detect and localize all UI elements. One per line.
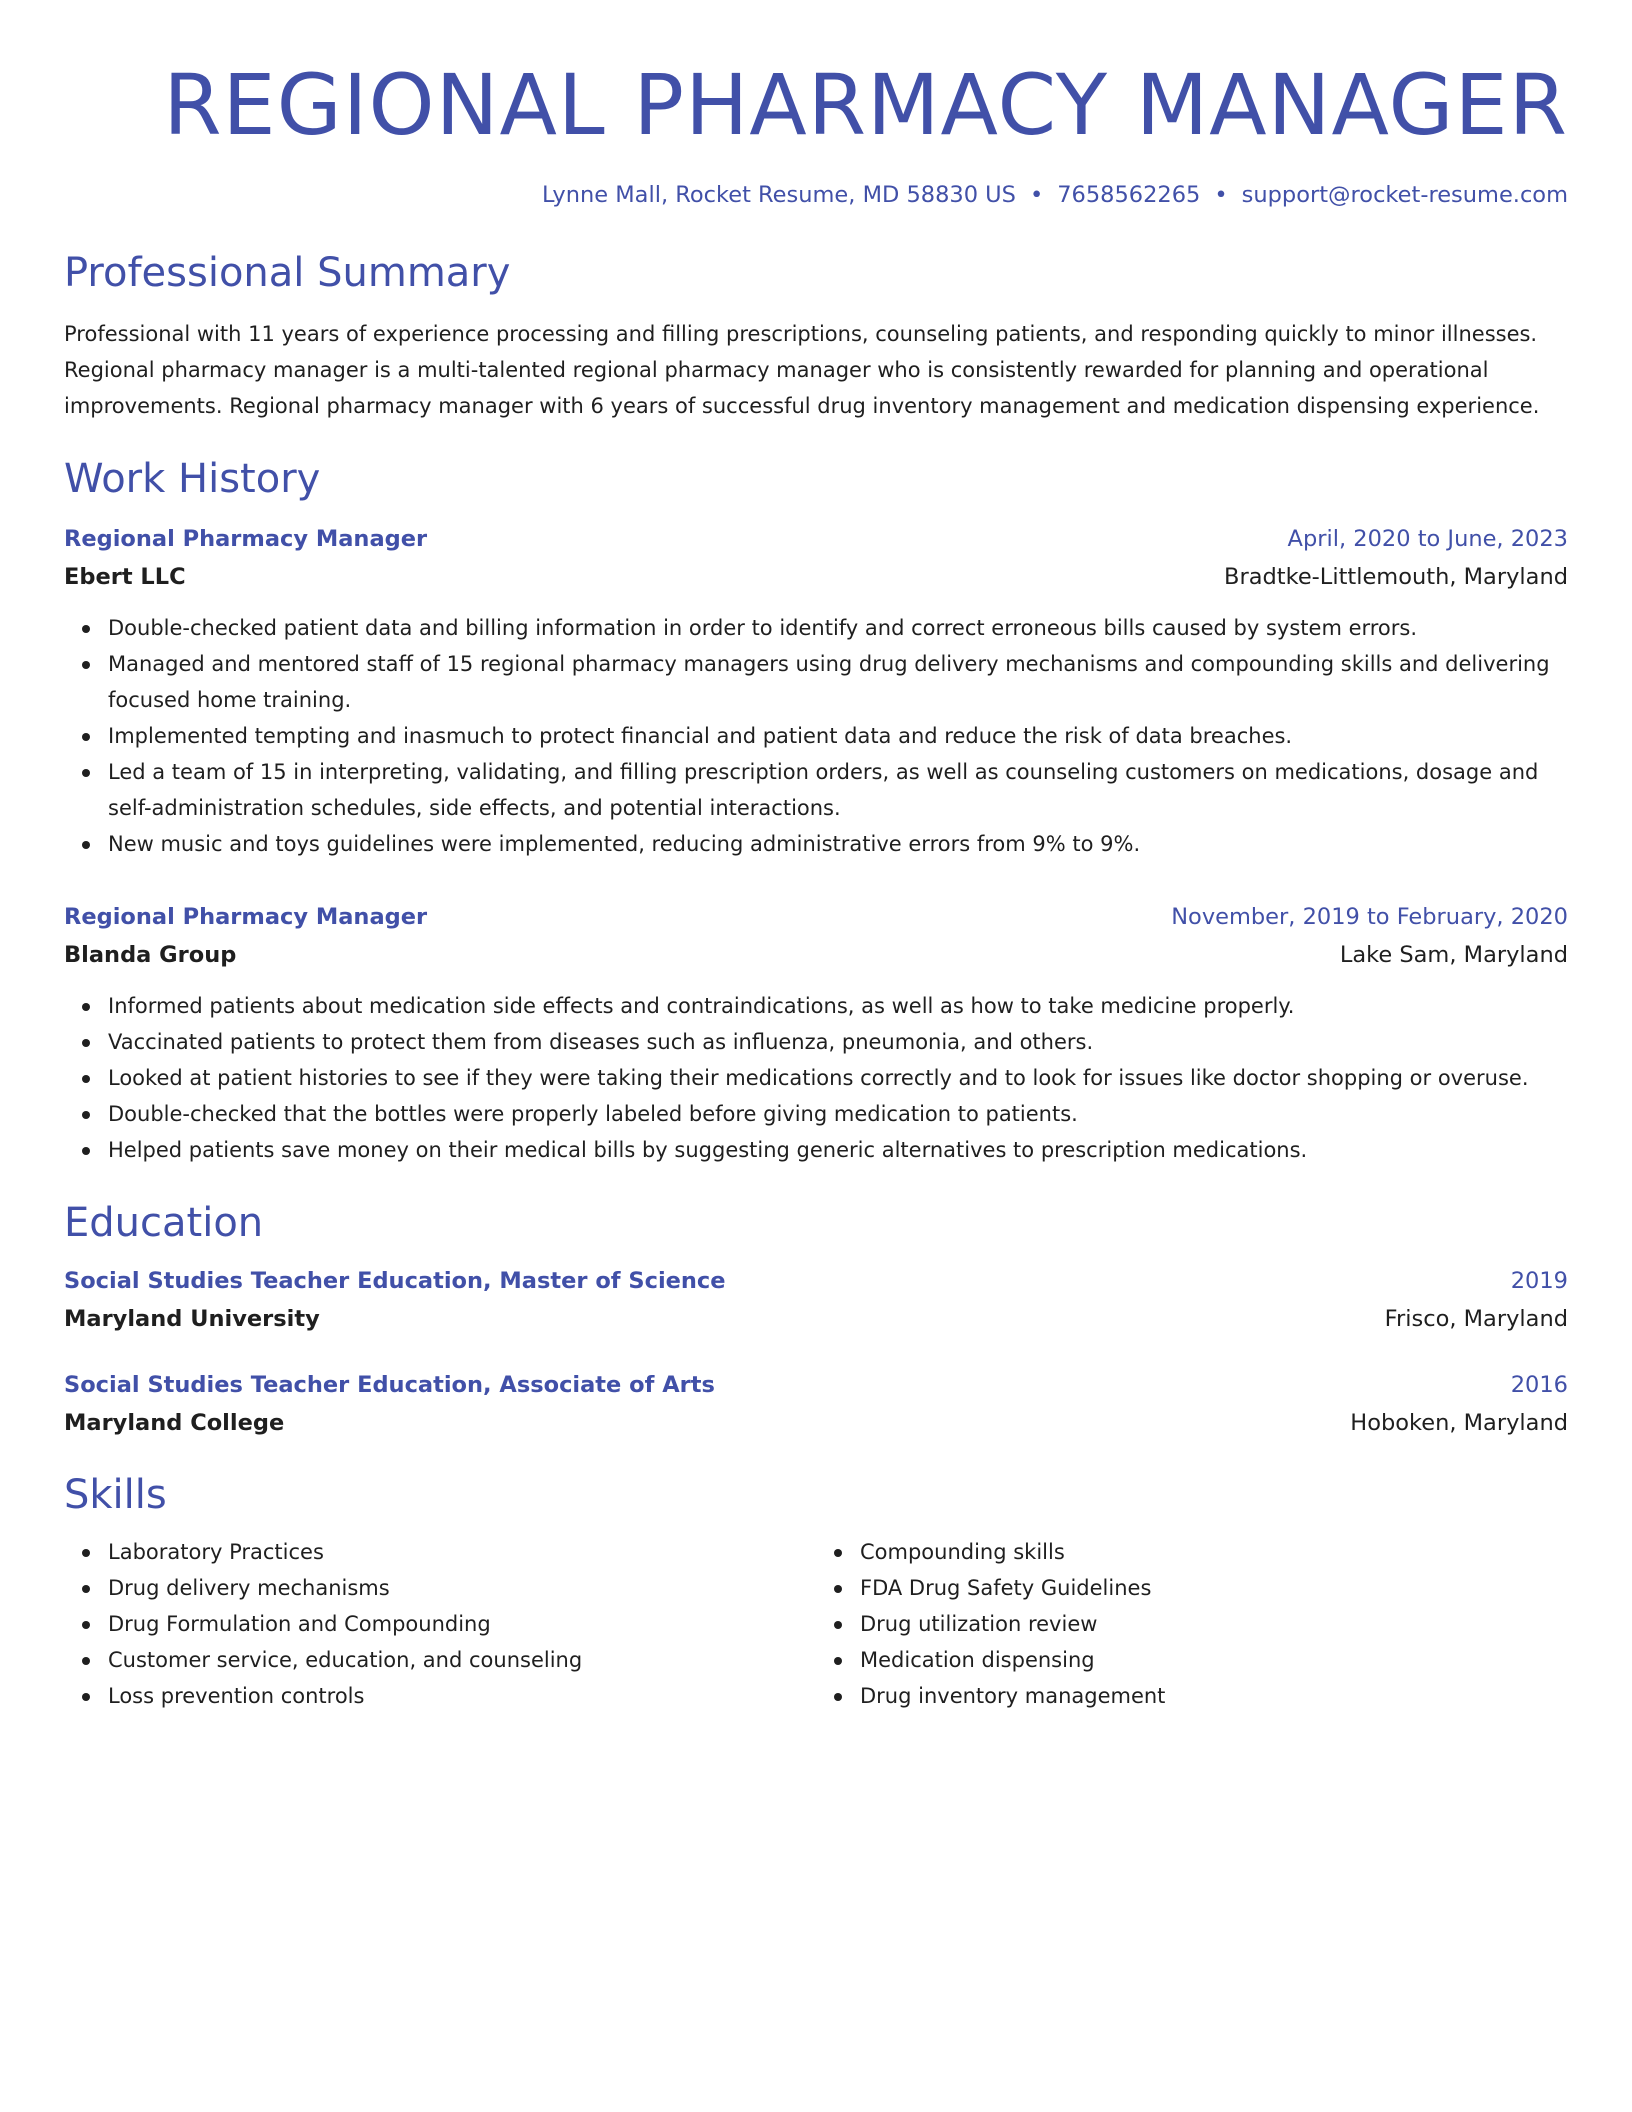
education-header-row [64,1366,1568,1404]
contact-line [64,182,1568,208]
work-history-heading: Work History [64,456,321,502]
job-company-row [64,558,1568,596]
list-item: Double-checked patient data and billing information in order to identify and correct erroneous bills caused by system errors. [108,610,1568,646]
summary-heading: Professional Summary [64,250,511,296]
job-entry [64,898,1568,1168]
job-header-row [64,520,1568,558]
education-school-row [64,1404,1568,1442]
list-item: Drug utilization review [860,1606,1568,1642]
list-item: Led a team of 15 in interpreting, validating, and filling prescription orders, as well as counseling customers on medications, dosage and self-administration schedules, side effects, and potential interactions. [108,754,1568,826]
skills-list [816,1534,1568,1714]
skills-column-left [64,1534,816,1714]
education-school-row [64,1300,1568,1338]
contact-separator: • [1214,182,1228,208]
contact-separator: • [1029,182,1044,208]
education-year: 2019 [1510,1268,1568,1294]
list-item: Customer service, education, and counseling [108,1642,816,1678]
list-item: Drug delivery mechanisms [108,1570,816,1606]
job-company: Ebert LLC [64,564,186,590]
list-item: Informed patients about medication side effects and contraindications, as well as how to take medicine properly. [108,988,1568,1024]
education-location: Frisco, Maryland [1384,1306,1568,1332]
list-item: New music and toys guidelines were implemented, reducing administrative errors from 9% to 9%. [108,826,1568,862]
contact-phone: 7658562265 [1057,182,1201,208]
skills-list [64,1534,816,1714]
job-dates: April, 2020 to June, 2023 [1287,526,1568,552]
contact-email: support@rocket-resume.com [1241,182,1568,208]
education-year: 2016 [1510,1372,1568,1398]
list-item: Drug Formulation and Compounding [108,1606,816,1642]
list-item: Loss prevention controls [108,1678,816,1714]
list-item: Vaccinated patients to protect them from diseases such as influenza, pneumonia, and others. [108,1024,1568,1060]
education-entry [64,1262,1568,1338]
list-item: Helped patients save money on their medical bills by suggesting generic alternatives to prescription medications. [108,1132,1568,1168]
job-company: Blanda Group [64,942,237,968]
contact-address: Lynne Mall, Rocket Resume, MD 58830 US [541,182,1016,208]
job-title: Regional Pharmacy Manager [64,526,428,552]
education-degree: Social Studies Teacher Education, Master of Science [64,1268,726,1294]
list-item: Managed and mentored staff of 15 regional pharmacy managers using drug delivery mechanisms and compounding skills and delivering focused home training. [108,646,1568,718]
list-item: Medication dispensing [860,1642,1568,1678]
job-bullets [64,988,1568,1168]
list-item: Laboratory Practices [108,1534,816,1570]
job-title: Regional Pharmacy Manager [64,904,428,930]
job-company-row [64,936,1568,974]
candidate-name: REGIONAL PHARMACY MANAGER [163,56,1568,154]
job-entry [64,520,1568,862]
education-heading: Education [64,1200,264,1246]
list-item: FDA Drug Safety Guidelines [860,1570,1568,1606]
education-degree: Social Studies Teacher Education, Associate of Arts [64,1372,715,1398]
job-header-row [64,898,1568,936]
skills-heading: Skills [64,1472,167,1518]
list-item: Drug inventory management [860,1678,1568,1714]
job-dates: November, 2019 to February, 2020 [1171,904,1568,930]
job-location: Bradtke-Littlemouth, Maryland [1224,564,1568,590]
education-school: Maryland College [64,1410,285,1436]
skills-columns [64,1534,1568,1714]
education-location: Hoboken, Maryland [1350,1410,1568,1436]
skills-column-right [816,1534,1568,1714]
education-entry [64,1366,1568,1442]
education-school: Maryland University [64,1306,320,1332]
list-item: Compounding skills [860,1534,1568,1570]
list-item: Double-checked that the bottles were properly labeled before giving medication to patients. [108,1096,1568,1132]
summary-text: Professional with 11 years of experience processing and filling prescriptions, counseling patients, and responding quickly to minor illnesses. Regional pharmacy manager is a multi-talented regional pharmacy manager who is consistently rewarded for planning and operational improvements. Regional pharmacy manager with 6 years of successful drug inventory management and medication dispensing experience. [64,322,1540,418]
education-header-row [64,1262,1568,1300]
list-item: Looked at patient histories to see if they were taking their medications correctly and to look for issues like doctor shopping or overuse. [108,1060,1568,1096]
job-location: Lake Sam, Maryland [1339,942,1568,968]
job-bullets [64,610,1568,862]
list-item: Implemented tempting and inasmuch to protect financial and patient data and reduce the risk of data breaches. [108,718,1568,754]
